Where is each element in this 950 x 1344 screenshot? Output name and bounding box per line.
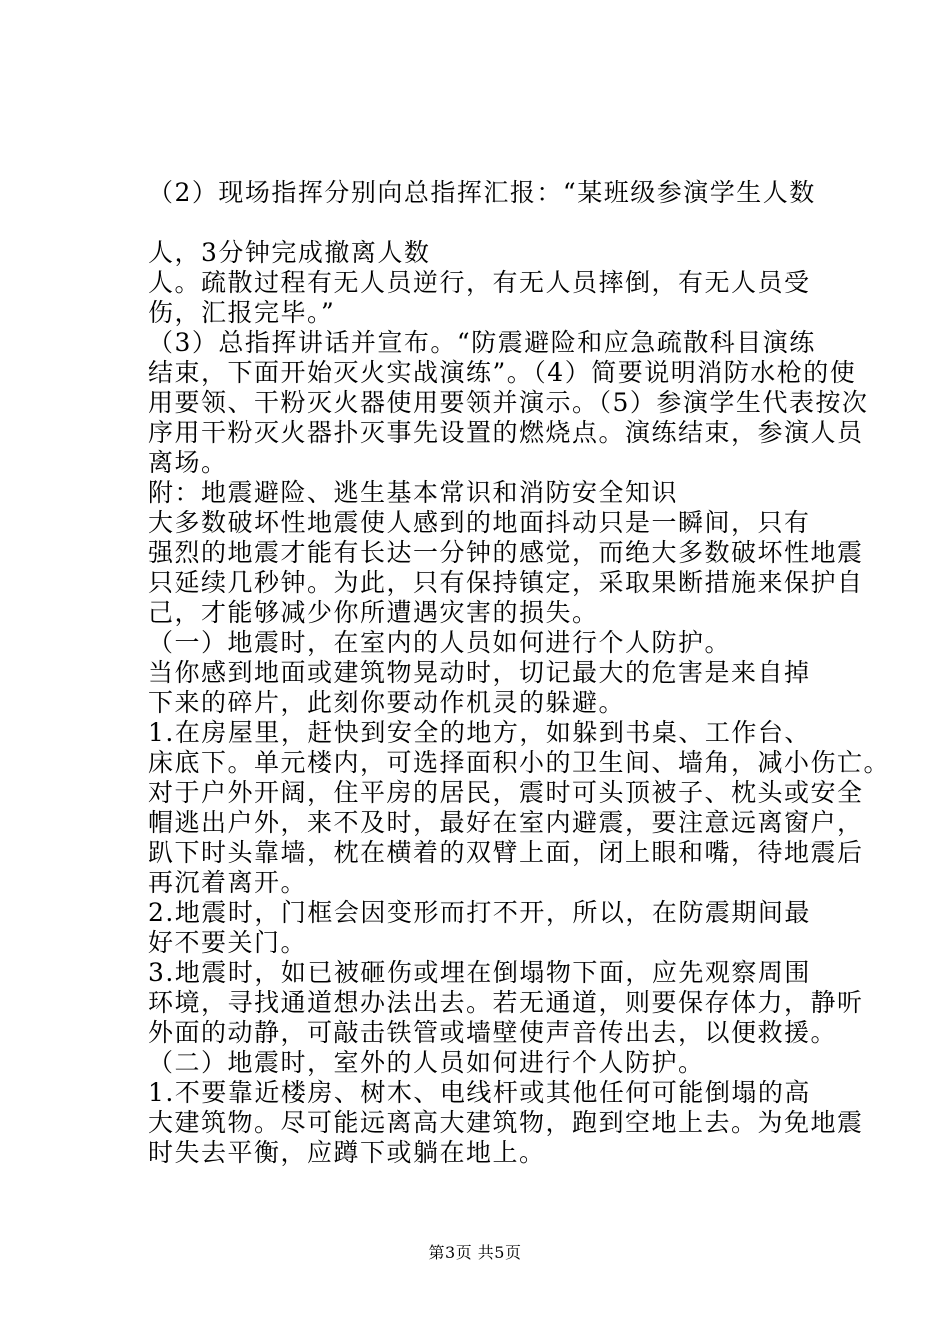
paragraph-line: 帽逃出户外，来不及时，最好在室内避震，要注意远离窗户，	[148, 808, 864, 837]
paragraph-line: 大多数破坏性地震使人感到的地面抖动只是一瞬间，只有	[148, 508, 811, 537]
paragraph-line: 强烈的地震才能有长达一分钟的感觉，而绝大多数破坏性地震	[148, 538, 864, 567]
paragraph-line: 好不要关门。	[148, 928, 308, 957]
paragraph-line: 外面的动静，可敲击铁管或墙壁使声音传出去，以便救援。	[148, 1018, 838, 1047]
paragraph-line: 2.地震时，门框会因变形而打不开，所以，在防震期间最	[148, 898, 811, 927]
paragraph-line: 己，才能够减少你所遭遇灾害的损失。	[148, 598, 599, 627]
paragraph-line: （3）总指挥讲话并宣布。“防震避险和应急疏散科目演练	[148, 328, 816, 357]
text-block-a	[148, 178, 838, 208]
paragraph-line: 结束，下面开始灭火实战演练”。（4）简要说明消防水枪的使	[148, 358, 857, 387]
paragraph-line: 用要领、干粉灭火器使用要领并演示。（5）参演学生代表按次	[148, 388, 869, 417]
paragraph-line: 当你感到地面或建筑物晃动时，切记最大的危害是来自掉	[148, 658, 811, 687]
page-footer: 第3页 共5页	[428, 1243, 522, 1262]
paragraph-line: 只延续几秒钟。为此，只有保持镇定，采取果断措施来保护自	[148, 568, 864, 597]
paragraph-line: （二）地震时，室外的人员如何进行个人防护。	[148, 1048, 705, 1077]
paragraph-line: 3.地震时，如已被砸伤或埋在倒塌物下面，应先观察周围	[148, 958, 811, 987]
paragraph-line: 伤，汇报完毕。”	[148, 298, 336, 327]
paragraph-line: （2）现场指挥分别向总指挥汇报：“某班级参演学生人数	[148, 178, 816, 207]
paragraph-line: 环境，寻找通道想办法出去。若无通道，则要保存体力，静听	[148, 988, 864, 1017]
paragraph-line: 1.在房屋里，赶快到安全的地方，如躲到书桌、工作台、	[148, 718, 811, 747]
paragraph-line: 再沉着离开。	[148, 868, 308, 897]
text-block-b	[148, 238, 891, 1168]
paragraph-line: 人。疏散过程有无人员逆行，有无人员摔倒，有无人员受	[148, 268, 811, 297]
paragraph-line: 下来的碎片，此刻你要动作机灵的躲避。	[148, 688, 626, 717]
paragraph-line: 1.不要靠近楼房、树木、电线杆或其他任何可能倒塌的高	[148, 1078, 811, 1107]
paragraph-line: 对于户外开阔，住平房的居民，震时可头顶被子、枕头或安全	[148, 778, 864, 807]
paragraph-line: 附：地震避险、逃生基本常识和消防安全知识	[148, 478, 679, 507]
paragraph-line: 时失去平衡，应蹲下或躺在地上。	[148, 1138, 546, 1167]
paragraph-line: 人，3分钟完成撤离人数	[148, 238, 431, 267]
paragraph-line: 趴下时头靠墙，枕在横着的双臂上面，闭上眼和嘴，待地震后	[148, 838, 864, 867]
paragraph-line: 大建筑物。尽可能远离高大建筑物，跑到空地上去。为免地震	[148, 1108, 864, 1137]
paragraph-line: 离场。	[148, 448, 228, 477]
paragraph-line: 序用干粉灭火器扑灭事先设置的燃烧点。演练结束，参演人员	[148, 418, 864, 447]
paragraph-line: 床底下。单元楼内，可选择面积小的卫生间、墙角，减小伤亡。	[148, 748, 891, 777]
paragraph-line: （一）地震时，在室内的人员如何进行个人防护。	[148, 628, 732, 657]
